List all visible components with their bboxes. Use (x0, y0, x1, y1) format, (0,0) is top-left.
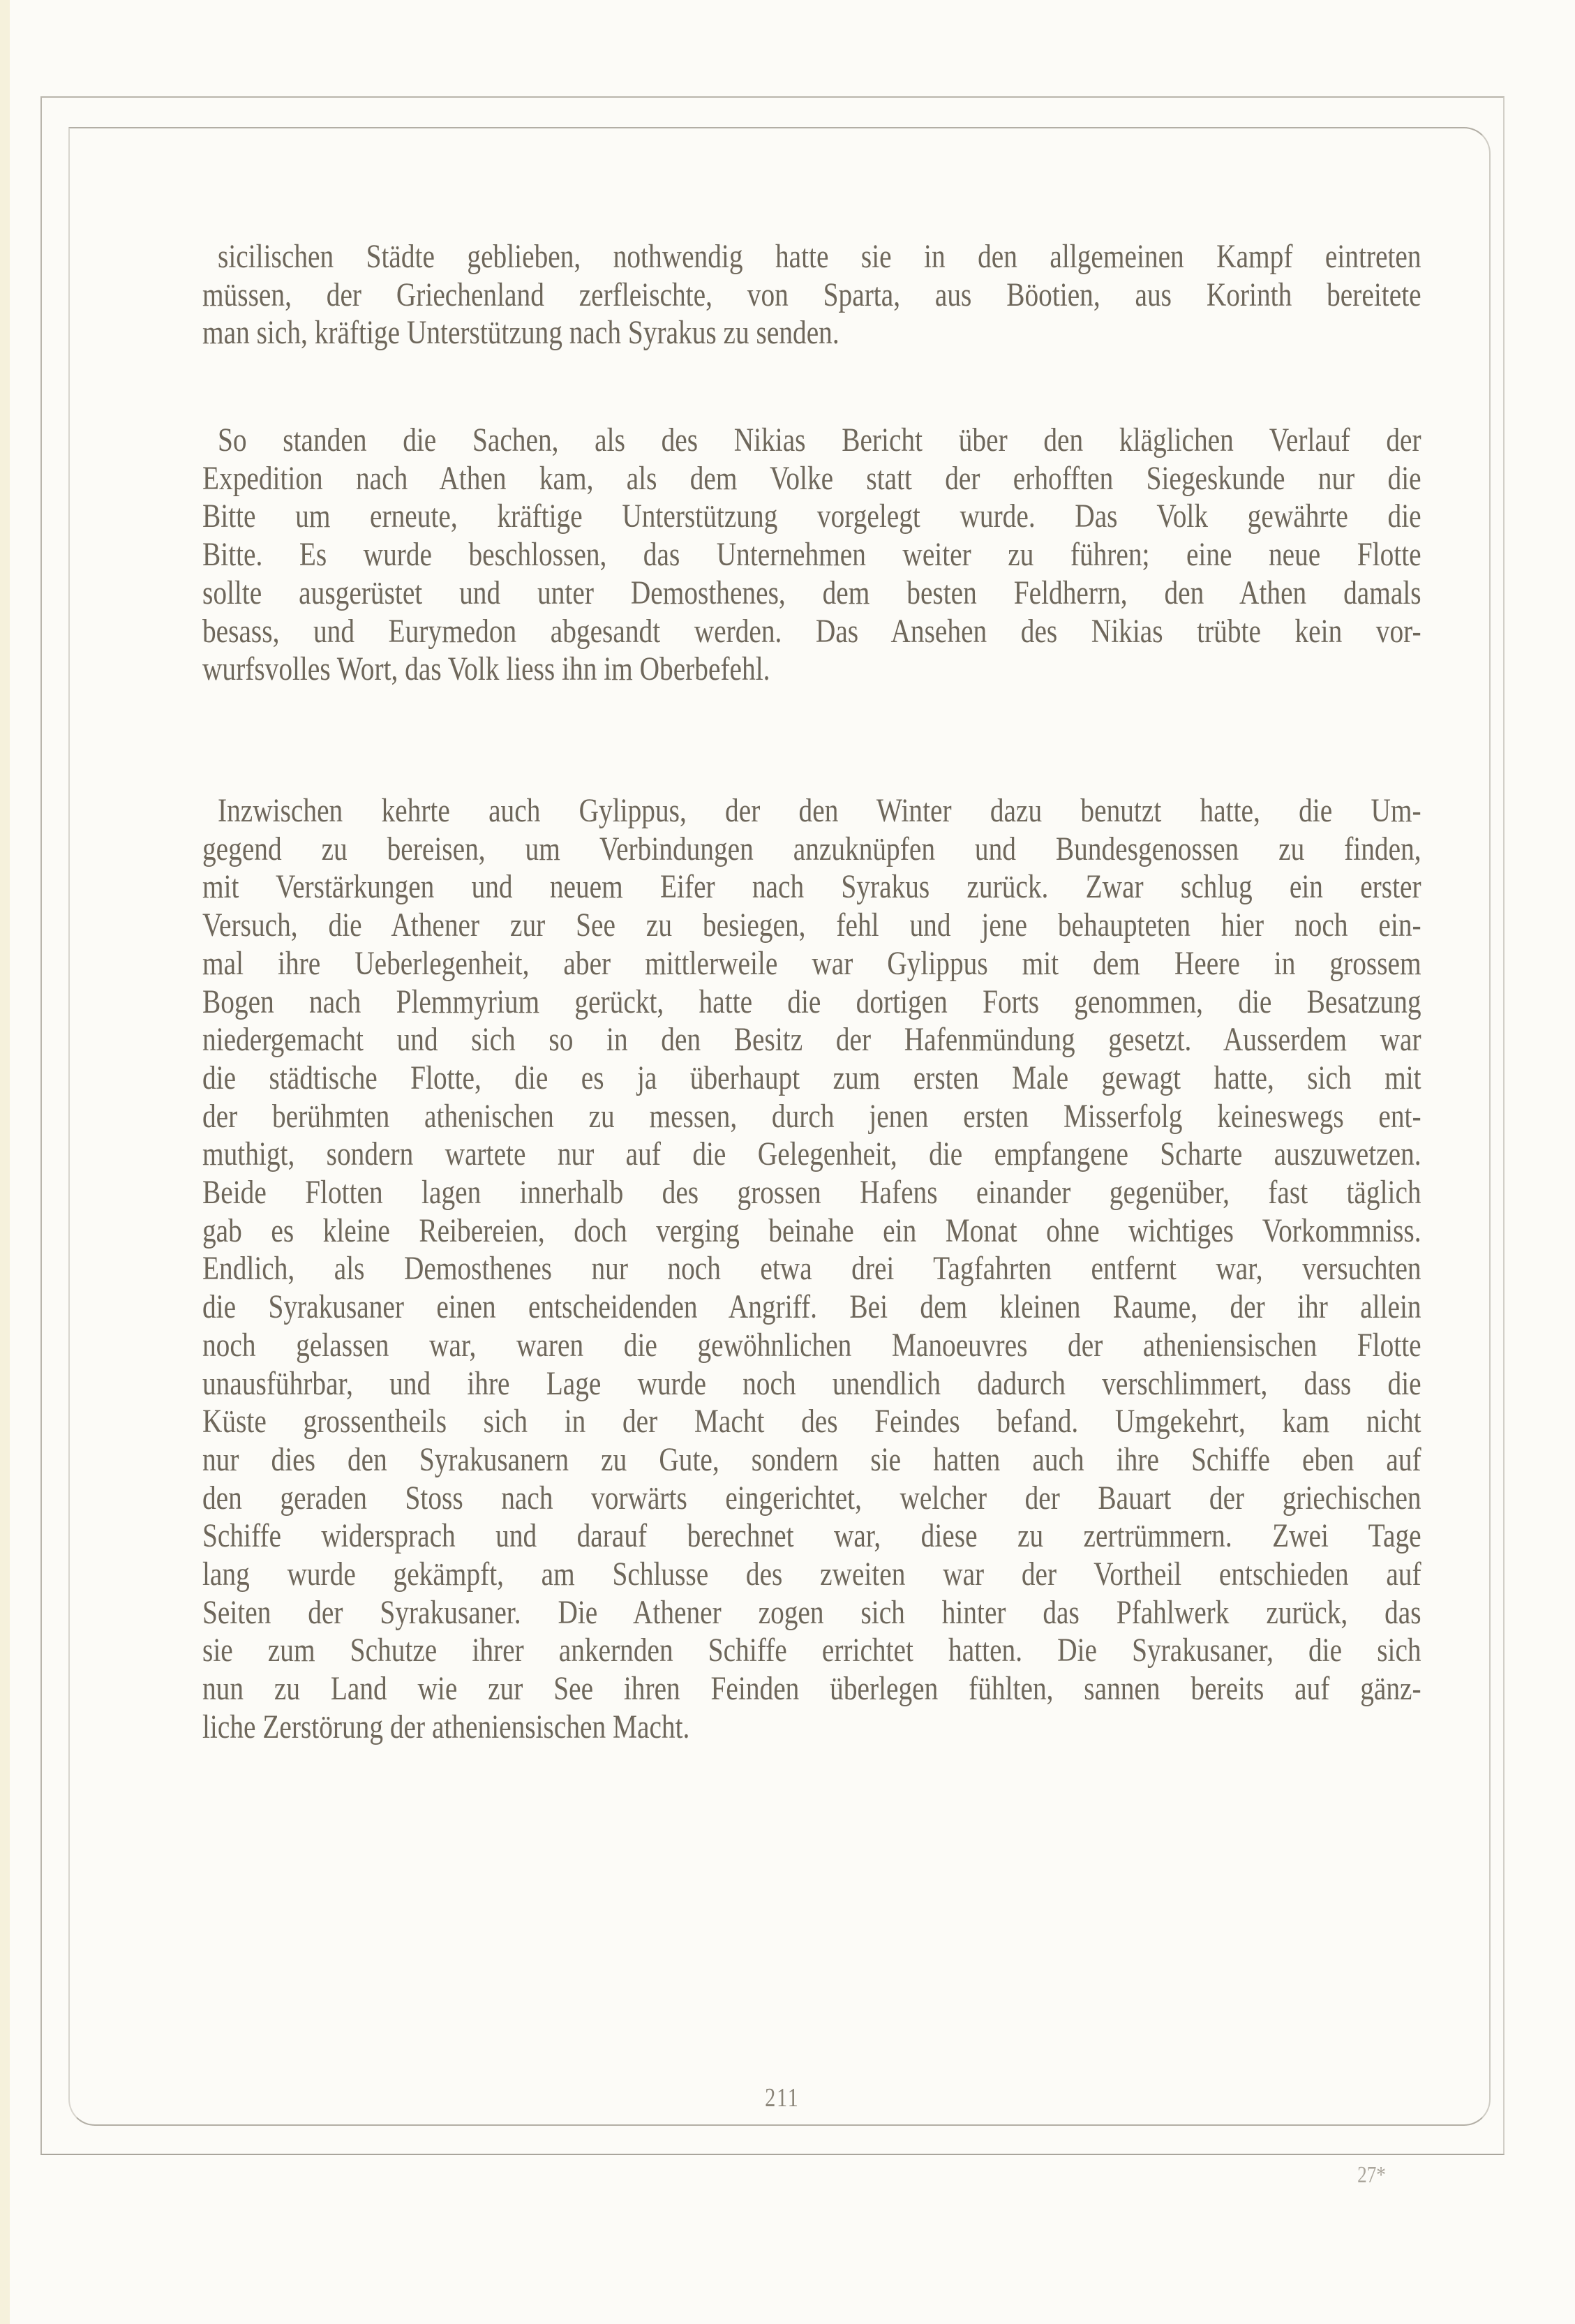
text-line: müssen, der Griechenland zerfleischte, von Sparta, aus Böotien, aus Korinth bereitete (202, 276, 1421, 313)
text-line: Bitte um erneute, kräftige Unterstützung vorgelegt wurde. Das Volk gewährte die (202, 498, 1421, 535)
page-number: 211 (765, 2083, 800, 2113)
text-line: die städtische Flotte, die es ja überhaupt zum ersten Male gewagt hatte, sich mit (202, 1059, 1421, 1096)
text-line: Bogen nach Plemmyrium gerückt, hatte die dortigen Forts genommen, die Besatzung (202, 983, 1421, 1020)
text-line: mal ihre Ueberlegenheit, aber mittlerweile war Gylippus mit dem Heere in grossem (202, 944, 1421, 982)
text-line: die Syrakusaner einen entscheidenden Angriff. Bei dem kleinen Raume, der ihr allein (202, 1288, 1421, 1326)
text-line: gab es kleine Reibereien, doch verging beinahe ein Monat ohne wichtiges Vorkommniss. (202, 1212, 1421, 1249)
text-line: Versuch, die Athener zur See zu besiegen, fehl und jene behaupteten hier noch ein- (202, 907, 1421, 944)
text-line: wurfsvolles Wort, das Volk liess ihn im Oberbefehl. (202, 650, 770, 688)
scan-edge (0, 0, 10, 2324)
text-line: gegend zu bereisen, um Verbindungen anzuknüpfen und Bundesgenossen zu finden, (202, 830, 1421, 867)
text-line: besass, und Eurymedon abgesandt werden. Das Ansehen des Nikias trübte kein vor- (202, 612, 1421, 650)
text-line: Schiffe widersprach und darauf berechnet war, diese zu zertrümmern. Zwei Tage (202, 1517, 1421, 1555)
text-line: Beide Flotten lagen innerhalb des grossen Hafens einander gegenüber, fast täglich (202, 1174, 1421, 1211)
text-line: sollte ausgerüstet und unter Demosthenes, dem besten Feldherrn, den Athen damals (202, 574, 1421, 611)
text-line: Inzwischen kehrte auch Gylippus, der den Winter dazu benutzt hatte, die Um- (218, 792, 1421, 829)
text-line: sicilischen Städte geblieben, nothwendig hatte sie in den allgemeinen Kampf eintreten (218, 238, 1421, 275)
text-line: lang wurde gekämpft, am Schlusse des zweiten war der Vortheil entschieden auf (202, 1556, 1421, 1593)
text-line: So standen die Sachen, als des Nikias Bericht über den kläglichen Verlauf der (218, 422, 1421, 459)
text-line: Küste grossentheils sich in der Macht des Feindes befand. Umgekehrt, kam nicht (202, 1403, 1421, 1440)
text-line: muthigt, sondern wartete nur auf die Gelegenheit, die empfangene Scharte auszuwetzen. (202, 1135, 1421, 1173)
text-line: man sich, kräftige Unterstützung nach Syrakus zu senden. (202, 314, 839, 352)
text-line: mit Verstärkungen und neuem Eifer nach Syrakus zurück. Zwar schlug ein erster (202, 868, 1421, 906)
text-line: Bitte. Es wurde beschlossen, das Unternehmen weiter zu führen; eine neue Flotte (202, 536, 1421, 574)
text-line: Expedition nach Athen kam, als dem Volke statt der erhofften Siegeskunde nur die (202, 459, 1421, 497)
text-line: Seiten der Syrakusaner. Die Athener zogen sich hinter das Pfahlwerk zurück, das (202, 1593, 1421, 1631)
text-line: nun zu Land wie zur See ihren Feinden überlegen fühlten, sannen bereits auf gänz- (202, 1670, 1421, 1708)
text-line: Endlich, als Demosthenes nur noch etwa drei Tagfahrten entfernt war, versuchten (202, 1250, 1421, 1288)
signature-mark: 27* (1357, 2162, 1386, 2188)
text-line: der berühmten athenischen zu messen, durch jenen ersten Misserfolg keineswegs ent- (202, 1097, 1421, 1135)
text-line: sie zum Schutze ihrer ankernden Schiffe errichtet hatten. Die Syrakusaner, die sich (202, 1632, 1421, 1669)
text-line: den geraden Stoss nach vorwärts eingerichtet, welcher der Bauart der griechischen (202, 1479, 1421, 1517)
text-line: niedergemacht und sich so in den Besitz der Hafenmündung gesetzt. Ausserdem war (202, 1021, 1421, 1059)
text-line: unausführbar, und ihre Lage wurde noch unendlich dadurch verschlimmert, dass die (202, 1364, 1421, 1402)
text-line: liche Zerstörung der atheniensischen Macht. (202, 1708, 690, 1745)
text-line: nur dies den Syrakusanern zu Gute, sondern sie hatten auch ihre Schiffe eben auf (202, 1440, 1421, 1478)
text-line: noch gelassen war, waren die gewöhnlichen Manoeuvres der atheniensischen Flotte (202, 1326, 1421, 1364)
